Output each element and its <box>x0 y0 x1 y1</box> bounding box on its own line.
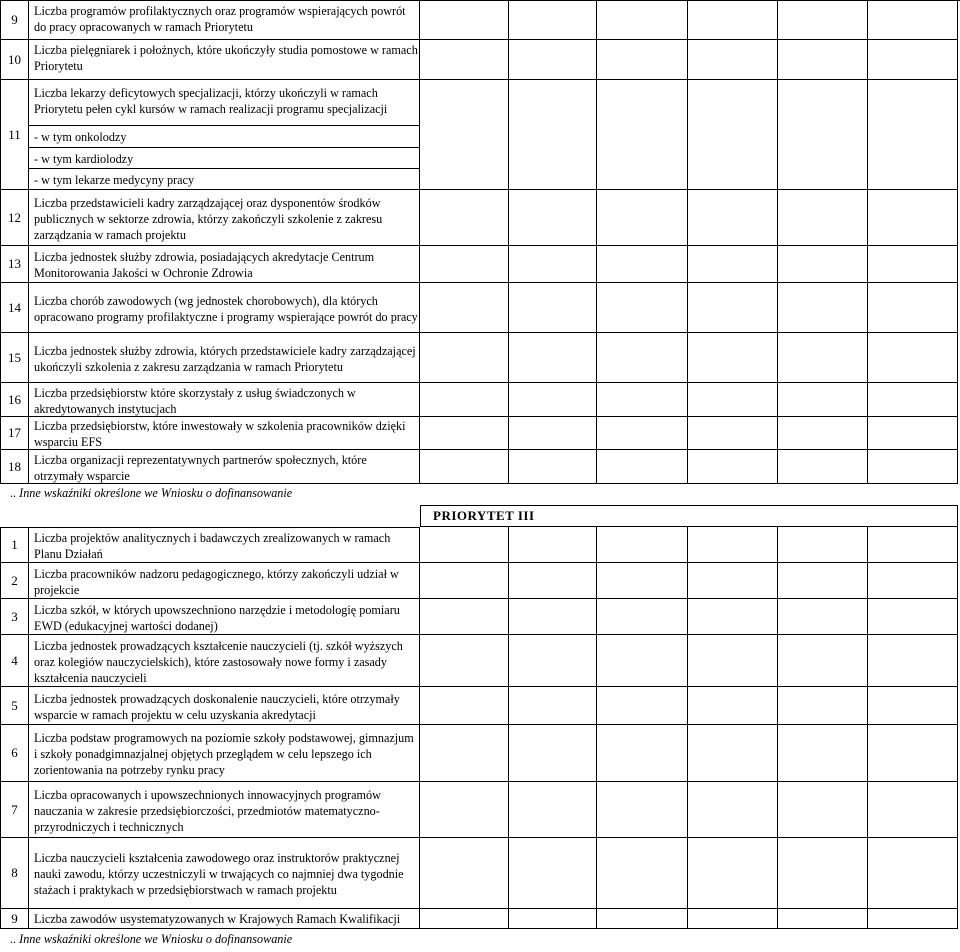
value-cell[interactable] <box>420 40 509 80</box>
value-cell[interactable] <box>509 80 597 190</box>
table-row <box>0 909 960 929</box>
row-description: Liczba podstaw programowych na poziomie szkoły podstawowej, gimnazjum i szkoły ponadgimnazjalnej objętych przeglądem w celu lepszego ich zorientowania na potrzeby rynku pracy <box>29 725 420 782</box>
row-number: 5 <box>0 687 29 725</box>
value-cell[interactable] <box>509 838 597 909</box>
value-cell[interactable] <box>778 40 868 80</box>
value-cell[interactable] <box>778 782 868 838</box>
value-cell[interactable] <box>509 635 597 687</box>
value-cell[interactable] <box>597 1 688 40</box>
table-row <box>0 725 960 782</box>
row-number: 3 <box>0 599 29 635</box>
value-cell[interactable] <box>868 246 958 283</box>
value-cell[interactable] <box>778 80 868 190</box>
table-row <box>0 190 960 246</box>
value-cell[interactable] <box>597 527 688 563</box>
value-cell[interactable] <box>597 838 688 909</box>
value-cell[interactable] <box>420 687 509 725</box>
value-cell[interactable] <box>868 838 958 909</box>
value-cell[interactable] <box>509 599 597 635</box>
row-description: Liczba jednostek prowadzących kształcenie nauczycieli (tj. szkół wyższych oraz kolegiów nauczycielskich), które zastosowały nowe formy i zasady kształcenia nauczycieli <box>29 635 420 687</box>
value-cell[interactable] <box>868 383 958 417</box>
value-cell[interactable] <box>688 246 778 283</box>
value-cell[interactable] <box>688 40 778 80</box>
table-row <box>0 599 960 635</box>
value-cell[interactable] <box>597 417 688 450</box>
value-cell[interactable] <box>509 333 597 383</box>
row-description: Liczba szkół, w których upowszechniono narzędzie i metodologię pomiaru EWD (edukacyjnej wartości dodanej) <box>29 599 420 635</box>
value-cell[interactable] <box>597 725 688 782</box>
value-cell[interactable] <box>420 417 509 450</box>
value-cell[interactable] <box>868 635 958 687</box>
value-cell[interactable] <box>420 782 509 838</box>
row-description: Liczba programów profilaktycznych oraz programów wspierających powrót do pracy opracowanych w ramach Priorytetu <box>29 1 420 40</box>
value-cell[interactable] <box>597 383 688 417</box>
row-number: 8 <box>0 838 29 909</box>
value-cell[interactable] <box>688 527 778 563</box>
table-row <box>0 80 960 190</box>
table-row <box>0 782 960 838</box>
table-row <box>0 383 960 417</box>
value-cell[interactable] <box>509 563 597 599</box>
value-cell[interactable] <box>509 383 597 417</box>
row-number: 10 <box>0 40 29 80</box>
value-cell[interactable] <box>597 80 688 190</box>
value-cell[interactable] <box>597 599 688 635</box>
value-cell[interactable] <box>868 782 958 838</box>
table-row <box>0 450 960 484</box>
value-cell[interactable] <box>688 333 778 383</box>
value-cell[interactable] <box>868 190 958 246</box>
value-cell[interactable] <box>688 635 778 687</box>
priority-header <box>420 505 958 527</box>
value-cell[interactable] <box>778 527 868 563</box>
table-row <box>0 838 960 909</box>
row-number: 17 <box>0 417 29 450</box>
value-cell[interactable] <box>778 383 868 417</box>
row-number: 9 <box>0 909 29 929</box>
row-description: Liczba chorób zawodowych (wg jednostek chorobowych), dla których opracowano programy profilaktyczne i programy wspierające powrót do pracy <box>29 283 420 333</box>
value-cell[interactable] <box>688 599 778 635</box>
value-cell[interactable] <box>420 80 509 190</box>
value-cell[interactable] <box>688 782 778 838</box>
value-cell[interactable] <box>778 599 868 635</box>
value-cell[interactable] <box>778 190 868 246</box>
value-cell[interactable] <box>688 450 778 484</box>
value-cell[interactable] <box>509 725 597 782</box>
value-cell[interactable] <box>509 417 597 450</box>
value-cell[interactable] <box>688 838 778 909</box>
value-cell[interactable] <box>778 333 868 383</box>
value-cell[interactable] <box>688 80 778 190</box>
subitem: - w tym kardiolodzy <box>29 148 420 169</box>
value-cell[interactable] <box>778 563 868 599</box>
other-indicators <box>0 486 420 504</box>
value-cell[interactable] <box>868 417 958 450</box>
table-row <box>0 246 960 283</box>
value-cell[interactable] <box>420 563 509 599</box>
value-cell[interactable] <box>597 635 688 687</box>
value-cell[interactable] <box>420 1 509 40</box>
value-cell[interactable] <box>420 283 509 333</box>
table-row <box>0 563 960 599</box>
value-cell[interactable] <box>868 599 958 635</box>
row-description: Liczba jednostek prowadzących doskonalenie nauczycieli, które otrzymały wsparcie w ramach projektu w celu uzyskania akredytacji <box>29 687 420 725</box>
value-cell[interactable] <box>509 1 597 40</box>
value-cell[interactable] <box>688 383 778 417</box>
row-number: 14 <box>0 283 29 333</box>
other-indicators-text: Inne wskaźniki określone we Wniosku o dofinansowanie <box>19 932 293 946</box>
value-cell[interactable] <box>420 635 509 687</box>
value-cell[interactable] <box>868 687 958 725</box>
value-cell[interactable] <box>688 417 778 450</box>
value-cell[interactable] <box>509 527 597 563</box>
value-cell[interactable] <box>597 909 688 929</box>
value-cell[interactable] <box>597 687 688 725</box>
value-cell[interactable] <box>597 333 688 383</box>
value-cell[interactable] <box>868 283 958 333</box>
table-row <box>0 40 960 80</box>
value-cell[interactable] <box>688 190 778 246</box>
row-number: 13 <box>0 246 29 283</box>
table-row <box>0 635 960 687</box>
value-cell[interactable] <box>778 246 868 283</box>
row-description: Liczba organizacji reprezentatywnych partnerów społecznych, które otrzymały wsparcie <box>29 450 420 484</box>
row-number: 1 <box>0 527 29 563</box>
value-cell[interactable] <box>868 450 958 484</box>
other-indicators-dots: .. <box>10 932 17 946</box>
value-cell[interactable] <box>420 383 509 417</box>
row-number: 15 <box>0 333 29 383</box>
value-cell[interactable] <box>868 40 958 80</box>
value-cell[interactable] <box>688 909 778 929</box>
table-row <box>0 283 960 333</box>
subitem: - w tym lekarze medycyny pracy <box>29 169 420 190</box>
value-cell[interactable] <box>509 246 597 283</box>
value-cell[interactable] <box>778 1 868 40</box>
row-description: Liczba jednostek służby zdrowia, których przedstawiciele kadry zarządzającej ukończyli szkolenia z zakresu zarządzania w ramach Priorytetu <box>29 333 420 383</box>
value-cell[interactable] <box>778 635 868 687</box>
value-cell[interactable] <box>509 40 597 80</box>
row-description: Liczba przedsiębiorstw, które inwestowały w szkolenia pracowników dzięki wsparciu EFS <box>29 417 420 450</box>
value-cell[interactable] <box>778 909 868 929</box>
value-cell[interactable] <box>868 527 958 563</box>
value-cell[interactable] <box>509 450 597 484</box>
other-indicators <box>0 932 420 950</box>
row-number: 11 <box>0 80 29 190</box>
subitem: - w tym onkolodzy <box>29 126 420 148</box>
value-cell[interactable] <box>688 1 778 40</box>
value-cell[interactable] <box>420 450 509 484</box>
value-cell[interactable] <box>688 563 778 599</box>
value-cell[interactable] <box>509 687 597 725</box>
table-row <box>0 0 960 40</box>
row-description: Liczba projektów analitycznych i badawczych zrealizowanych w ramach Planu Działań <box>29 527 420 563</box>
value-cell[interactable] <box>420 527 509 563</box>
value-cell[interactable] <box>509 283 597 333</box>
value-cell[interactable] <box>597 563 688 599</box>
value-cell[interactable] <box>778 687 868 725</box>
value-cell[interactable] <box>597 190 688 246</box>
row-description: Liczba zawodów usystematyzowanych w Krajowych Ramach Kwalifikacji <box>29 909 420 929</box>
row-description: Liczba jednostek służby zdrowia, posiadających akredytacje Centrum Monitorowania Jakości w Ochronie Zdrowia <box>29 246 420 283</box>
table-row <box>0 527 960 563</box>
row-number: 16 <box>0 383 29 417</box>
value-cell[interactable] <box>868 909 958 929</box>
row-description: Liczba przedstawicieli kadry zarządzającej oraz dysponentów środków publicznych w sektorze zdrowia, którzy zakończyli szkolenie z zakresu zarządzania w ramach projektu <box>29 190 420 246</box>
value-cell[interactable] <box>420 190 509 246</box>
value-cell[interactable] <box>868 80 958 190</box>
value-cell[interactable] <box>868 333 958 383</box>
value-cell[interactable] <box>868 1 958 40</box>
other-indicators-dots: .. <box>10 486 17 500</box>
value-cell[interactable] <box>778 450 868 484</box>
value-cell[interactable] <box>778 725 868 782</box>
value-cell[interactable] <box>420 599 509 635</box>
value-cell[interactable] <box>778 283 868 333</box>
value-cell[interactable] <box>597 450 688 484</box>
row-description: Liczba lekarzy deficytowych specjalizacji, którzy ukończyli w ramach Priorytetu pełen cykl kursów w ramach realizacji programu specjalizacji <box>29 80 420 126</box>
table-row <box>0 417 960 450</box>
value-cell[interactable] <box>509 782 597 838</box>
row-description: Liczba opracowanych i upowszechnionych innowacyjnych programów nauczania w zakresie przedsiębiorczości, przedmiotów matematyczno-przyrodniczych i technicznych <box>29 782 420 838</box>
row-description: Liczba pracowników nadzoru pedagogicznego, którzy zakończyli udział w projekcie <box>29 563 420 599</box>
value-cell[interactable] <box>420 333 509 383</box>
value-cell[interactable] <box>868 725 958 782</box>
row-number: 7 <box>0 782 29 838</box>
row-number: 18 <box>0 450 29 484</box>
value-cell[interactable] <box>420 909 509 929</box>
value-cell[interactable] <box>597 40 688 80</box>
row-description: Liczba nauczycieli kształcenia zawodowego oraz instruktorów praktycznej nauki zawodu, którzy uczestniczyli w trwających co najmniej dwa tygodnie stażach i praktykach w przedsiębiorstwach w ramach projektu <box>29 838 420 909</box>
value-cell[interactable] <box>509 190 597 246</box>
value-cell[interactable] <box>597 782 688 838</box>
row-number: 9 <box>0 1 29 40</box>
row-number: 2 <box>0 563 29 599</box>
other-indicators-text: Inne wskaźniki określone we Wniosku o dofinansowanie <box>19 486 293 500</box>
row-number: 4 <box>0 635 29 687</box>
value-cell[interactable] <box>597 283 688 333</box>
value-cell[interactable] <box>778 417 868 450</box>
value-cell[interactable] <box>688 283 778 333</box>
value-cell[interactable] <box>420 838 509 909</box>
row-number: 12 <box>0 190 29 246</box>
table-row <box>0 687 960 725</box>
value-cell[interactable] <box>420 725 509 782</box>
value-cell[interactable] <box>509 909 597 929</box>
row-number: 6 <box>0 725 29 782</box>
value-cell[interactable] <box>597 246 688 283</box>
value-cell[interactable] <box>688 687 778 725</box>
row-description: Liczba przedsiębiorstw które skorzystały z usług świadczonych w akredytowanych instytucjach <box>29 383 420 417</box>
value-cell[interactable] <box>688 725 778 782</box>
value-cell[interactable] <box>778 838 868 909</box>
row-description: Liczba pielęgniarek i położnych, które ukończyły studia pomostowe w ramach Priorytetu <box>29 40 420 80</box>
table-row <box>0 333 960 383</box>
value-cell[interactable] <box>420 246 509 283</box>
priority-title: PRIORYTET III <box>433 508 535 523</box>
value-cell[interactable] <box>868 563 958 599</box>
